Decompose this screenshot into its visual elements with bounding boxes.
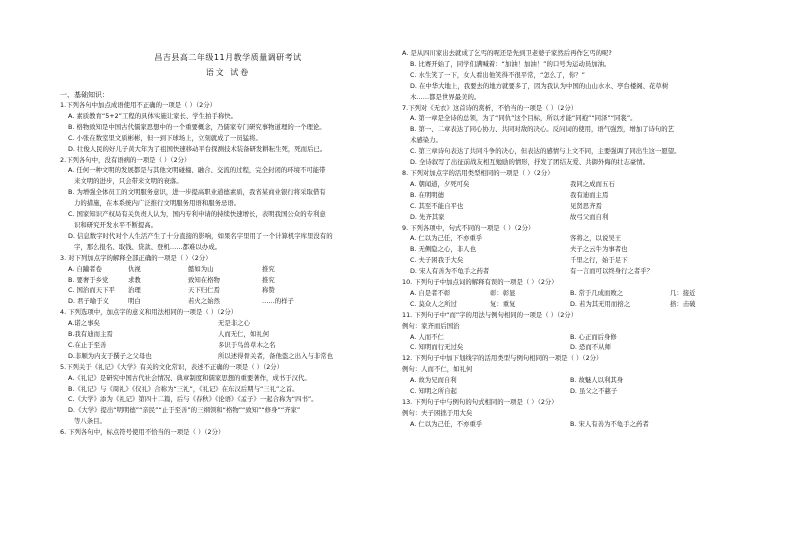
question-2-option-a-cont: 来文明的进步，只会带来文明的衰落。	[74, 177, 183, 186]
question-10-row-1	[402, 288, 742, 299]
cell: D. 虽父之不慈子	[570, 387, 618, 396]
cell: 致知在格物	[188, 275, 220, 284]
question-4-row-b	[60, 329, 396, 340]
cell: B.我有迪而主焉	[68, 330, 113, 339]
cell: 称赞	[262, 286, 275, 295]
cell: 人而无仁，如礼何	[218, 330, 270, 339]
cell: C. 其至不能自平也	[410, 201, 464, 210]
right-column	[402, 0, 742, 430]
question-2-stem: 2.下列各句中，没有语病的一项是（ ）（2分）	[60, 155, 191, 164]
question-2-option-d: D. 信息数字时代对个人生活产生了十分直接的影响，如果名字里用了一个计算机字库里没有的	[68, 231, 333, 240]
question-3-row-a	[60, 264, 396, 275]
question-12-row-2	[402, 386, 742, 397]
question-6-option-a: A. 是从四川家出去就成了乞丐的呢还是先到卫老婆子家然后再作乞丐的呢?	[402, 49, 612, 57]
cell: 推究	[262, 264, 275, 273]
question-7-option-b: B. 第一、二章表达了同心协力、共同对敌的决心。反问词的使用，语气强烈，增加了诗句的艺	[410, 125, 675, 134]
cell: C. 国治而天下平	[68, 286, 115, 295]
question-8-row-d	[402, 212, 742, 223]
question-9-row-a	[402, 233, 742, 244]
cell: B. 心正而后身修	[570, 332, 617, 341]
cell: A. 仁以为己任，不亦重乎	[410, 419, 483, 428]
question-13-row-1	[402, 419, 742, 430]
question-5-option-b: B.《礼记》与《周礼》《仪礼》合称为“三礼”，《礼记》在东汉后期与“三礼”之首。	[68, 384, 299, 393]
cell: 有一言而可以终身行之者乎？	[570, 267, 654, 276]
cell: A. 故为兄而自利	[410, 376, 457, 385]
cell: A. 朝闻道，夕死可矣	[410, 179, 470, 188]
question-12-example: 例句：人而不仁，如礼何	[402, 365, 473, 374]
cell: C. 莫众人之所过	[410, 299, 457, 308]
question-2-option-a: A. 任何一种文明的发展都是与其他文明碰撞、融合、交流的过程，完全封闭的环境不可能带	[68, 166, 326, 175]
question-6-stem: 6. 下列各句中，标点符号使用不恰当的一项是（ ）（2分）	[60, 428, 225, 437]
cell: A. 仁以为己任，不亦重乎	[410, 234, 483, 243]
cell: 治理	[128, 286, 141, 295]
cell: B. 宋人有善为不龟手之药者	[570, 419, 649, 428]
question-2-option-c: C. 国家知识产权局有关负责人认为，国内专利申请的持续快速增长，表明我国公众的专利意	[68, 210, 326, 219]
question-2-option-c-cont: 识和研究开发水平不断提高。	[74, 220, 158, 229]
cell: ……的样子	[262, 297, 294, 306]
question-7-option-c: C. 第三章诗句表达了共同斗争的决心，但表达的感情与上文不同，主要强调了同出生这一愿望。	[410, 147, 681, 156]
question-2-option-b: B. 为增强全体员工的文明服务意识，进一步提高职业道德素质，我省某商业银行将采取借有	[68, 188, 326, 197]
question-11-row-1	[402, 332, 742, 343]
cell: 千里之行，始于足下	[570, 256, 628, 265]
cell: C. 知明之所自起	[410, 387, 457, 396]
question-10-row-2	[402, 299, 742, 310]
cell: B. 无侧隐之心，非人也	[410, 245, 476, 254]
question-8-row-b	[402, 190, 742, 201]
cell: C. 夫子困我于大矣	[410, 256, 464, 265]
question-3-row-b	[60, 275, 396, 286]
exam-subtitle: 语文 试卷	[205, 68, 251, 77]
cell: D. 宋人有善为不龟手之药者	[410, 267, 490, 276]
question-5-option-a: A.《礼记》是研究中国古代社会情况、典章制度和儒家思想的重要著作，成书于汉代。	[68, 373, 311, 382]
question-6-option-c: C. 水生笑了一下，女人看出他笑得不很平常，“怎么了，你？”	[410, 70, 585, 79]
question-6-option-d: D. 在中华大地上，我要去的地方就要多了，因为我认为中国的山山水水、亭台楼阁、花草树	[410, 81, 669, 90]
question-5-option-d-cont: 等八条目。	[74, 417, 106, 426]
cell: 推究	[262, 275, 275, 284]
cell: D.非顺为内支于撰子之父母也	[68, 351, 152, 360]
question-6-option-b: B. 比赛开始了，同学们满喊着：“加油！加油！”的口号为运动员加油。	[410, 59, 611, 68]
cell: A. 自躏者卷	[68, 264, 102, 273]
cell: 几：接近	[670, 288, 696, 297]
cell: A. 自是者不彰	[410, 288, 451, 297]
cell: 掊：击破	[670, 299, 696, 308]
cell: 若火之始然	[188, 297, 220, 306]
cell: 我同之成而五石	[570, 179, 615, 188]
cell: 懿如为山	[188, 264, 214, 273]
question-7-stem: 7.下列对《无衣》这首诗的赏析，不恰当的一项是（ ）（2分）	[402, 103, 578, 112]
cell: D. 恐而不从师	[570, 343, 611, 352]
question-1-option-b: B. 格物致知是中国古代儒家思想中的一个重要概念，乃儒家专门研究事物道理的一个理论。	[68, 122, 326, 131]
cell: 求教	[128, 275, 141, 284]
cell: A.诺之事矣	[68, 319, 100, 328]
question-9-row-d	[402, 266, 742, 277]
cell: 客将之，以说吴王	[570, 234, 622, 243]
question-5-option-c: C.《大学》添为《礼记》第四十二篇，后与《春秋》《论语》《孟子》一起合称为“四书”。	[68, 395, 318, 404]
question-13-example: 例句：夫子困拙于用大矣	[402, 408, 473, 417]
cell: B. 常于几成而败之	[570, 288, 624, 297]
question-4-row-a	[60, 318, 396, 329]
question-5-option-d: D.《大学》提出“明明德”“亲民”“止于至善”的三纲领和“格物”“致知”“修身”“齐家”	[68, 406, 301, 415]
cell: B. 要奢于乡党	[68, 275, 109, 284]
question-2-option-d-cont: 字，那么报名、取钱、贷款、登机……都难以办成。	[74, 242, 221, 251]
cell: 仇视	[128, 264, 141, 273]
question-12-row-1	[402, 375, 742, 386]
cell: 见贤思齐焉	[570, 201, 602, 210]
cell: 彰：彰显	[490, 288, 516, 297]
question-3-row-d	[60, 296, 396, 307]
cell: 故弓父而自利	[570, 212, 609, 221]
cell: 复：重复	[490, 299, 516, 308]
cell: D. 君子喻于义	[68, 297, 109, 306]
question-1-option-a: A. 素质教育“5+2”工程的具体实施让家长、学生拍手称快。	[68, 111, 238, 120]
question-2-option-b-cont: 力的措施，在本系统内广泛推行文明服务用语和服务忌语。	[74, 199, 241, 208]
question-7-option-b-cont: 术感染力。	[410, 136, 442, 145]
question-7-option-a: A. 第一章是全诗的总领，为了“同仇”这个目标，所以才能“同袍”“同泽”“同裳”。	[410, 114, 637, 123]
cell: 多识于鸟兽草木之名	[218, 340, 276, 349]
cell: 所以述得骨关者，备他盗之出入与非常也	[218, 351, 334, 360]
question-9-stem: 9. 下列各项中，句式不同的一项是（ ）（2分）	[402, 223, 535, 232]
cell: C.在止于至善	[68, 340, 107, 349]
question-12-stem: 12. 下列句子中加下划线字的活用类型与例句相同的一项是（ ）（2分）	[402, 354, 603, 363]
question-3-stem: 3. 对下列加点字的解释全部正确的一项是（ ）（2分）	[60, 253, 212, 262]
question-1-option-d: D. 壮俊人民的好儿子黄大年为了祖国快速移动平台探测技术装备研发耕耘生死，死而后已。	[68, 144, 327, 153]
cell: B. 故魅人以利其身	[570, 376, 624, 385]
exam-title: 昌吉县高二年级11月教学质量调研考试	[154, 53, 302, 62]
question-7-option-d: D. 全诗叙写了出征前战友相互勉励的情形，抒发了团结友爱、共御外侮的壮志豪情。	[410, 158, 650, 167]
question-3-row-c	[60, 285, 396, 296]
cell: 夫子之云牛为事者也	[570, 245, 628, 254]
question-11-row-2	[402, 342, 742, 353]
cell: 无是非之心	[218, 319, 250, 328]
question-8-row-a	[402, 179, 742, 190]
question-9-row-b	[402, 244, 742, 255]
question-6-option-d-cont: 木……都是世界最美的。	[410, 92, 481, 101]
cell: B. 在明明德	[410, 190, 445, 199]
question-5-stem: 5.下列关于《礼记》《大学》有关的文化常识，表述不正确的一项是（ ）（2分）	[60, 362, 284, 371]
cell: 我有迪而主焉	[570, 190, 609, 199]
cell: C. 知明而行无过矣	[410, 343, 464, 352]
question-1-stem: 1.下列各句中加点成语使用不正确的一项是（ ）（2分）	[60, 101, 216, 109]
cell: D. 若为其无用而掊之	[570, 299, 631, 308]
question-1-option-c: C. 小张在数室里文质彬彬，但一到下球场上，立刻就成了一员猛将。	[68, 133, 262, 142]
question-11-stem: 11. 下列句子中“而”字的用法与例句相同的一项是（ ）（2分）	[402, 310, 578, 319]
cell: D. 先齐其家	[410, 212, 445, 221]
question-4-row-d	[60, 351, 396, 362]
cell: 明白	[128, 297, 141, 306]
question-8-row-c	[402, 201, 742, 212]
cell: 天下归仁焉	[188, 286, 220, 295]
left-column	[60, 0, 396, 438]
cell: A. 人而不仁	[410, 332, 444, 341]
question-10-stem: 10. 下列句子中加点词的解释有误的一项是（ ）（2分）	[402, 278, 558, 287]
question-8-stem: 8. 下列对加点字的活用类型相同的一项是（ ）（2分）	[402, 168, 554, 177]
question-4-stem: 4. 下列选项中，加点字的意义和用法相同的一项是（ ）（2分）	[60, 308, 238, 317]
question-11-example: 例句：家齐而后国治	[402, 321, 460, 330]
question-9-row-c	[402, 255, 742, 266]
section-heading: 一、基础知识：	[60, 91, 109, 99]
question-13-stem: 13. 下列句子中与例句的句式相同的一项是（ ）（2分）	[402, 398, 558, 406]
question-4-row-c	[60, 340, 396, 351]
